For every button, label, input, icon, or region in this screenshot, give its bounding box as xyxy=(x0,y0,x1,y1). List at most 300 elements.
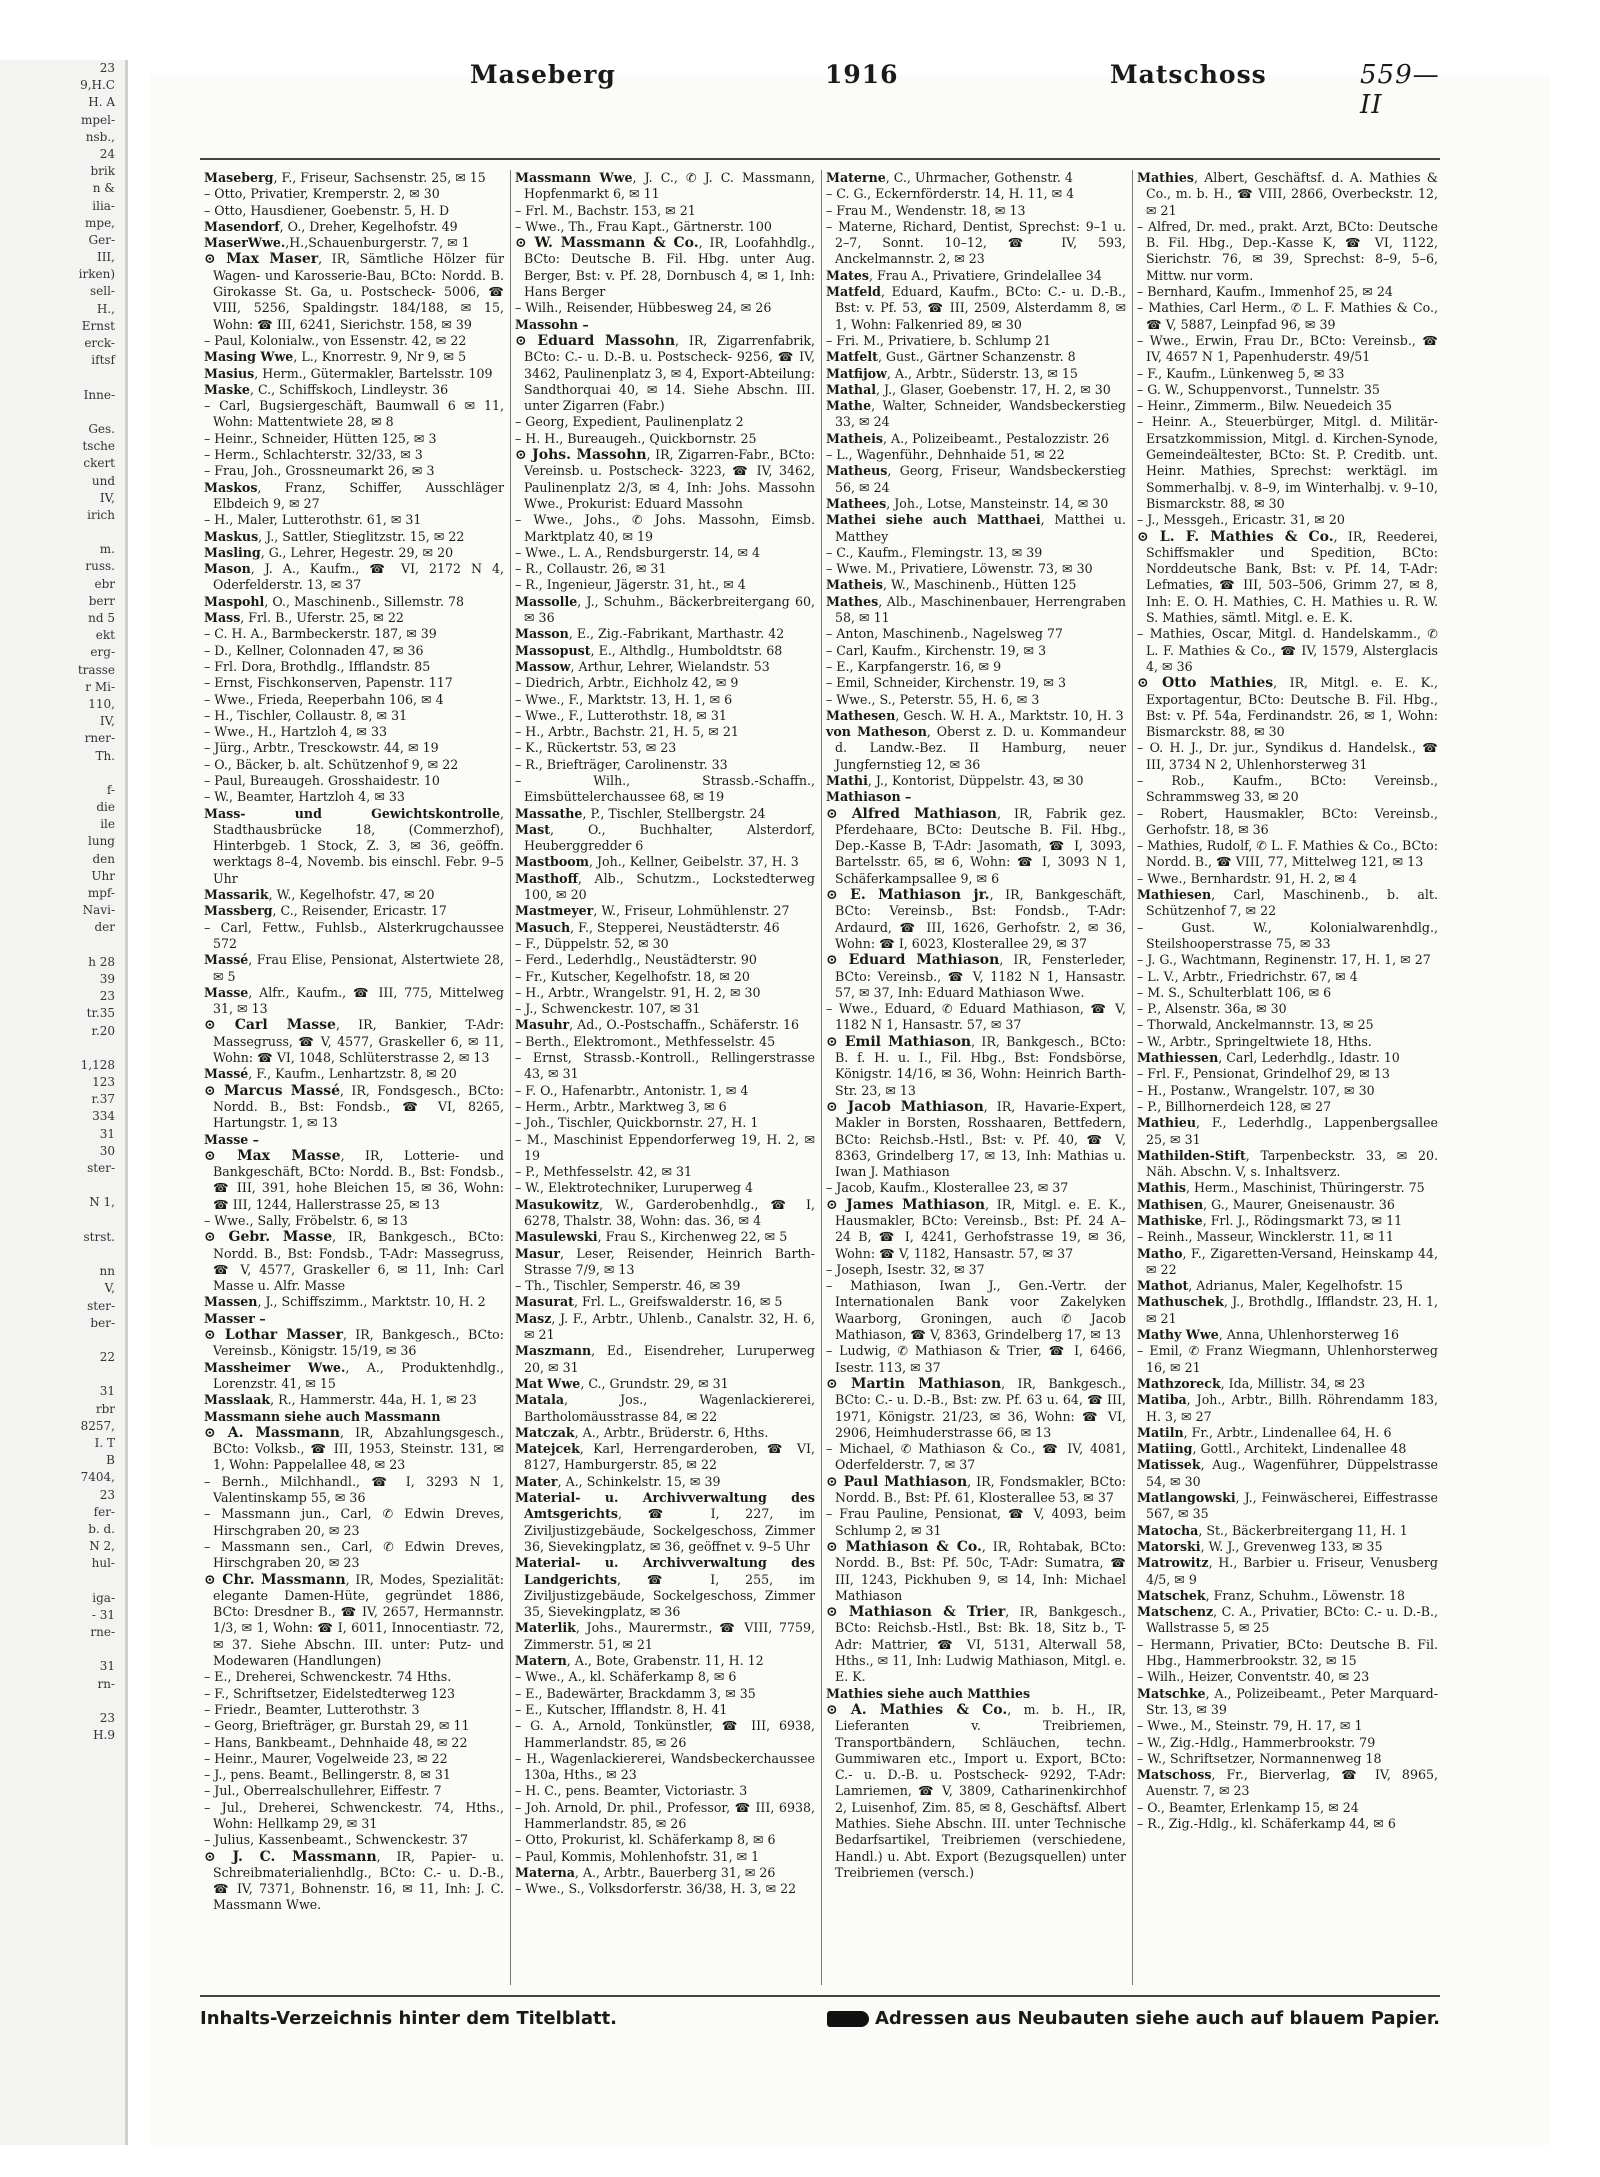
directory-entry: – Wilh., Strassb.-Schaffn., Eimsbüttelerchaussee 68, ✉ 19 xyxy=(515,772,815,805)
gutter-fragment: 8257, xyxy=(80,1418,115,1433)
gutter-fragment: rn- xyxy=(97,1676,115,1691)
directory-entry: – Carl, Fettw., Fuhlsb., Alsterkrugchaussee 572 xyxy=(204,919,504,951)
directory-entry: – J. G., Wachtmann, Reginenstr. 17, H. 1, ✉ 27 xyxy=(1137,952,1431,968)
gutter-fragment: der xyxy=(94,920,115,935)
directory-entry: ⊙ Paul Mathiason, IR, Fondsmakler, BCto: Nordd. B., Bst: Pf. 61, Klosterallee 53, ✉ 37 xyxy=(826,1473,1126,1506)
directory-entry: – Carl, Kaufm., Kirchenstr. 19, ✉ 3 xyxy=(826,642,1047,658)
directory-entry: ⊙ Max Maser, IR, Sämtliche Hölzer für Wagen- und Karosserie-Bau, BCto: Nordd. B. Girokasse St. Ga, u. Postscheck- 5006, ☎ VIII, 5256, Spaldingstr. 184/188, ✉ 15, Wohn: ☎ III, 6241, Sierichstr. 158, ✉ 39 xyxy=(204,251,504,332)
facing-page-gutter xyxy=(0,60,128,2145)
gutter-fragment: Uhr xyxy=(91,868,115,883)
directory-entry: ⊙ A. Massmann, IR, Abzahlungsgesch., BCto: Volksb., ☎ III, 1953, Steinstr. 131, ✉ 1, Wohn: Pappelallee 48, ✉ 23 xyxy=(204,1424,504,1473)
directory-entry: Mathes, Alb., Maschinenbauer, Herrengraben 58, ✉ 11 xyxy=(826,593,1126,626)
directory-entry: Masuhr, Ad., O.-Postschaffn., Schäferstr. 16 xyxy=(515,1017,800,1033)
gutter-fragment xyxy=(0,1040,125,1057)
gutter-fragment: b. d. xyxy=(88,1521,115,1536)
directory-entry: – Reinh., Masseur, Wincklerstr. 11, ✉ 11 xyxy=(1137,1229,1394,1245)
directory-entry: – P., Alsenstr. 36a, ✉ 30 xyxy=(1137,1001,1287,1017)
directory-entry: – H. C., pens. Beamter, Victoriastr. 3 xyxy=(515,1783,748,1799)
directory-entry: Masulewski, Frau S., Kirchenweg 22, ✉ 5 xyxy=(515,1229,788,1245)
directory-entry: – E., Kutscher, Ifflandstr. 8, H. 41 xyxy=(515,1701,728,1717)
gutter-fragment xyxy=(0,1212,125,1229)
directory-entry: – Th., Tischler, Semperstr. 46, ✉ 39 xyxy=(515,1278,741,1294)
directory-entry: – R., Collaustr. 26, ✉ 31 xyxy=(515,561,667,577)
directory-entry: – H., Arbtr., Wrangelstr. 91, H. 2, ✉ 30 xyxy=(515,984,761,1000)
directory-entry: – Bernhard, Kaufm., Immenhof 25, ✉ 24 xyxy=(1137,284,1393,300)
directory-entry: – Mathies, Oscar, Mitgl. d. Handelskamm., ✆ L. F. Mathies & Co., ☎ IV, 1579, Alsterglacis 4, ✉ 36 xyxy=(1137,626,1438,674)
directory-entry: – E., Dreherei, Schwenckestr. 74 Hths. xyxy=(204,1669,452,1685)
directory-entry: – Emil, Schneider, Kirchenstr. 19, ✉ 3 xyxy=(826,675,1066,691)
directory-entry: – Wwe., F., Marktstr. 13, H. 1, ✉ 6 xyxy=(515,691,733,707)
directory-entry: – Carl, Bugsiergeschäft, Baumwall 6 ✉ 11, Wohn: Mattentwiete 28, ✉ 8 xyxy=(204,398,504,430)
directory-entry: Matschek, Franz, Schuhm., Löwenstr. 18 xyxy=(1137,1587,1406,1603)
directory-entry: ⊙ Eduard Mathiason, IR, Fensterleder, BCto: Vereinsb., ☎ V, 1182 N 1, Hansastr. 57, ✉ 37, Inh: Eduard Mathiason Wwe. xyxy=(826,952,1127,1000)
gutter-fragment: ster- xyxy=(87,1161,115,1175)
gutter-fragment: rne- xyxy=(90,1625,115,1640)
directory-entry: Mathieu, F., Lederhdlg., Lappenbergsallee 25, ✉ 31 xyxy=(1137,1115,1438,1147)
gutter-fragment: 23 xyxy=(99,1711,115,1725)
directory-entry: – Frl. F., Pensionat, Grindelhof 29, ✉ 13 xyxy=(1137,1066,1390,1082)
directory-entry: Matho, F., Zigaretten-Versand, Heinskamp 44, ✉ 22 xyxy=(1137,1245,1438,1277)
directory-entry: Matlangowski, J., Feinwäscherei, Eiffestrasse 567, ✉ 35 xyxy=(1137,1490,1438,1522)
directory-entry: – Massmann sen., Carl, ✆ Edwin Dreves, Hirschgraben 20, ✉ 23 xyxy=(204,1538,504,1571)
running-head-year: 1916 xyxy=(825,60,899,89)
directory-entry: Massé, Frau Elise, Pensionat, Alstertwiete 28, ✉ 5 xyxy=(204,952,504,984)
directory-entry: – W., Beamter, Hartzloh 4, ✉ 33 xyxy=(204,789,405,805)
gutter-fragment: ile xyxy=(100,817,115,832)
gutter-fragment: irich xyxy=(87,507,115,522)
directory-entry: Masendorf, O., Dreher, Kegelhofstr. 49 xyxy=(204,218,458,234)
running-head xyxy=(200,60,1440,120)
gutter-fragment: N 2, xyxy=(89,1539,115,1554)
directory-entry: – Wwe., Erwin, Frau Dr., BCto: Vereinsb., ☎ IV, 4657 N 1, Papenhuderstr. 49/51 xyxy=(1137,332,1438,365)
gutter-fragment: rbr xyxy=(95,1401,115,1416)
directory-entry: – F. O., Hafenarbtr., Antonistr. 1, ✉ 4 xyxy=(515,1082,749,1098)
directory-columns xyxy=(200,170,1445,1985)
gutter-fragment: 22 xyxy=(99,1350,115,1365)
directory-entry: Matiba, Joh., Arbtr., Billh. Röhrendamm 183, H. 3, ✉ 27 xyxy=(1137,1392,1438,1424)
directory-entry: ⊙ J. C. Massmann, IR, Papier- u. Schreibmaterialienhdlg., BCto: C.- u. D.-B., ☎ IV, 7371, Bohnenstr. 16, ✉ 11, Inh: J. C. Massmann Wwe. xyxy=(204,1848,504,1913)
directory-entry: – Frau, Joh., Grossneumarkt 26, ✉ 3 xyxy=(204,463,435,479)
directory-entry: Masing Wwe, L., Knorrestr. 9, Nr 9, ✉ 5 xyxy=(204,349,467,365)
directory-entry: Massolle, J., Schuhm., Bäckerbreitergang 60, ✉ 36 xyxy=(515,593,815,626)
directory-entry: ⊙ Emil Mathiason, IR, Bankgesch., BCto: B. f. H. u. I., Fil. Hbg., Bst: Fondsbörse, Königstr. 14/16, ✉ 36, Wohn: Heinrich Barth-Str. 23, ✉ 13 xyxy=(826,1033,1126,1098)
gutter-fragment: Inne- xyxy=(83,387,115,402)
directory-entry: – K., Rückertstr. 53, ✉ 23 xyxy=(515,740,677,756)
directory-entry: – Berth., Elektromont., Methfesselstr. 45 xyxy=(515,1033,776,1049)
directory-entry: Matiln, Fr., Arbtr., Lindenallee 64, H. 6 xyxy=(1137,1424,1392,1440)
directory-entry: – Mathies, Carl Herm., ✆ L. F. Mathies & Co., ☎ V, 5887, Leinpfad 96, ✉ 39 xyxy=(1137,300,1438,332)
directory-entry: Mathuschek, J., Brothdlg., Ifflandstr. 23, H. 1, ✉ 21 xyxy=(1137,1294,1438,1326)
directory-entry: – Frl. Dora, Brothdlg., Ifflandstr. 85 xyxy=(204,658,431,674)
gutter-fragment: ekt xyxy=(95,628,115,643)
directory-entry: Mathzoreck, Ida, Millistr. 34, ✉ 23 xyxy=(1137,1375,1366,1391)
gutter-fragment: r.37 xyxy=(91,1092,115,1107)
directory-entry: – W., Elektrotechniker, Luruperweg 4 xyxy=(515,1180,754,1196)
directory-entry: – Wwe., L. A., Rendsburgerstr. 14, ✉ 4 xyxy=(515,544,761,560)
directory-entry: Matschoss, Fr., Bierverlag, ☎ IV, 8965, Auenstr. 7, ✉ 23 xyxy=(1137,1767,1438,1799)
directory-entry: – P., Billhornerdeich 128, ✉ 27 xyxy=(1137,1098,1332,1114)
directory-entry: – Fr., Kutscher, Kegelhofstr. 18, ✉ 20 xyxy=(515,968,750,984)
directory-entry: Matorski, W. J., Grevenweg 133, ✉ 35 xyxy=(1137,1538,1383,1554)
page-number: 559—II xyxy=(1360,60,1440,120)
directory-entry: – O. H. J., Dr. jur., Syndikus d. Handelsk., ☎ III, 3734 N 2, Uhlenhorsterweg 31 xyxy=(1137,740,1438,772)
directory-entry: – L. V., Arbtr., Friedrichstr. 67, ✉ 4 xyxy=(1137,968,1358,984)
directory-entry: ⊙ Mathiason & Trier, IR, Bankgesch., BCto: Reichsb.-Hstl., Bst: Bk. 18, Sitz b., T-Adr: Mattrier, ☎ VI, 5131, Alterwall 58, Hths., ✉ 11, Inh: Ludwig Mathiason, Mitgl. e. E. K. xyxy=(826,1604,1127,1685)
footer-rule xyxy=(200,1995,1440,1997)
directory-entry: Maske, C., Schiffskoch, Lindleystr. 36 xyxy=(204,381,449,397)
directory-entry: Masslaak, R., Hammerstr. 44a, H. 1, ✉ 23 xyxy=(204,1392,477,1408)
gutter-fragment: irken) xyxy=(78,267,115,282)
directory-entry: – W., Zig.-Hdlg., Hammerbrookstr. 79 xyxy=(1137,1734,1376,1750)
directory-entry: – Wwe., A., kl. Schäferkamp 8, ✉ 6 xyxy=(515,1669,737,1685)
directory-entry: – Herm., Arbtr., Marktweg 3, ✉ 6 xyxy=(515,1098,727,1114)
directory-entry: ⊙ Lothar Masser, IR, Bankgesch., BCto: Vereinsb., Königstr. 15/19, ✉ 36 xyxy=(204,1327,504,1359)
directory-entry: Mathal, J., Glaser, Goebenstr. 17, H. 2, ✉ 30 xyxy=(826,381,1111,397)
directory-entry: Material- u. Archivverwaltung des Amtsgerichts, ☎ I, 227, im Ziviljustizgebäude, Sockelgeschoss, Zimmer 36, Sievekingplatz, ✉ 36, geöffnet v. 9–5 Uhr xyxy=(515,1490,815,1554)
directory-entry: – Ernst, Strassb.-Kontroll., Rellingerstrasse 43, ✉ 31 xyxy=(515,1050,815,1082)
gutter-fragment xyxy=(0,765,125,782)
directory-entry: Mathi, J., Kontorist, Düppelstr. 43, ✉ 30 xyxy=(826,772,1084,788)
directory-entry: – E., Badewärter, Brackdamm 3, ✉ 35 xyxy=(515,1685,756,1701)
gutter-fragment: 1,128 xyxy=(80,1057,115,1072)
directory-entry: – Diedrich, Arbtr., Eichholz 42, ✉ 9 xyxy=(515,675,739,691)
directory-entry: ⊙ Jacob Mathiason, IR, Havarie-Expert, Makler in Borsten, Rosshaaren, Bettfedern, BCto: Reichsb.-Hstl., Bst: v. Pf. 40, ☎ V, 8363, Grindelberg 17, ✉ 13, Inh: Mathias u. Iwan J. Mathiason xyxy=(826,1098,1126,1180)
directory-entry: Mater, A., Schinkelstr. 15, ✉ 39 xyxy=(515,1473,721,1489)
directory-entry: – R., Zig.-Hdlg., kl. Schäferkamp 44, ✉ 6 xyxy=(1137,1815,1396,1831)
directory-entry: Mastboom, Joh., Kellner, Geibelstr. 37, H. 3 xyxy=(515,854,799,870)
directory-entry: Matschke, A., Polizeibeamt., Peter Marquard-Str. 13, ✉ 39 xyxy=(1137,1685,1438,1717)
gutter-fragment xyxy=(0,1177,125,1194)
gutter-fragment: 30 xyxy=(99,1143,115,1158)
directory-entry: ⊙ Marcus Massé, IR, Fondsgesch., BCto: Nordd. B., Bst: Fondsb., ☎ VI, 8265, Hartungstr. 1, ✉ 13 xyxy=(204,1082,505,1131)
directory-entry: ⊙ Martin Mathiason, IR, Bankgesch., BCto: C.- u. D.-B., Bst: zw. Pf. 63 u. 64, ☎ III, 1971, Königstr. 21/23, ✉ 36, Wohn: ☎ VI, 2906, Heimhuderstrasse 66, ✉ 13 xyxy=(826,1375,1127,1440)
directory-entry: – F., Düppelstr. 52, ✉ 30 xyxy=(515,935,669,951)
gutter-fragment xyxy=(0,404,125,421)
directory-entry: – Heinr., Schneider, Hütten 125, ✉ 3 xyxy=(204,430,437,446)
directory-entry: Matczak, A., Arbtr., Brüderstr. 6, Hths. xyxy=(515,1424,769,1440)
directory-entry: Massow, Arthur, Lehrer, Wielandstr. 53 xyxy=(515,658,770,674)
directory-entry: – H., Arbtr., Bachstr. 21, H. 5, ✉ 21 xyxy=(515,724,739,740)
directory-entry: – Jacob, Kaufm., Klosterallee 23, ✉ 37 xyxy=(826,1180,1069,1196)
directory-entry: Masser – xyxy=(204,1310,266,1326)
directory-entry: – Wilh., Reisender, Hübbesweg 24, ✉ 26 xyxy=(515,300,772,316)
directory-entry: – H. H., Bureaugeh., Quickbornstr. 25 xyxy=(515,430,757,446)
directory-entry: – C. G., Eckernförderstr. 14, H. 11, ✉ 4 xyxy=(826,186,1075,202)
gutter-fragment: 31 xyxy=(99,1126,115,1141)
directory-entry: Mathees, Joh., Lotse, Mansteinstr. 14, ✉ 30 xyxy=(826,495,1109,511)
directory-entry: Matschenz, C. A., Privatier, BCto: C.- u. D.-B., Wallstrasse 5, ✉ 25 xyxy=(1137,1604,1438,1636)
gutter-fragment: m. xyxy=(99,542,115,557)
directory-entry: Massheimer Wwe., A., Produktenhdlg., Lorenzstr. 41, ✉ 15 xyxy=(204,1359,504,1391)
directory-entry: Matern, A., Bote, Grabenstr. 11, H. 12 xyxy=(515,1653,764,1669)
directory-entry: – H., Maler, Lutterothstr. 61, ✉ 31 xyxy=(204,512,422,528)
directory-entry: – Frl. M., Bachstr. 153, ✉ 21 xyxy=(515,202,696,218)
gutter-fragment: B xyxy=(106,1453,115,1468)
gutter-fragment: n & xyxy=(92,181,115,196)
directory-entry: – Joh. Arnold, Dr. phil., Professor, ☎ III, 6938, Hammerlandstr. 85, ✉ 26 xyxy=(515,1799,815,1831)
directory-entry: ⊙ E. Mathiason jr., IR, Bankgeschäft, BCto: Vereinsb., Bst: Fondsb., T-Adr: Ardaurd, ☎ III, 1626, Gerhofstr. 2, ✉ 36, Wohn: ☎ I, 6023, Klosterallee 29, ✉ 37 xyxy=(826,887,1126,951)
directory-entry: Mathilden-Stift, Tarpenbeckstr. 33, ✉ 20. Näh. Abschn. V, s. Inhaltsverz. xyxy=(1137,1147,1438,1180)
directory-entry: – Julius, Kassenbeamt., Schwenckestr. 37 xyxy=(204,1832,469,1848)
gutter-fragment: H.9 xyxy=(93,1728,115,1743)
gutter-fragment: rner- xyxy=(84,731,115,746)
directory-entry: Massohn – xyxy=(515,316,589,332)
directory-entry: – M. S., Schulterblatt 106, ✉ 6 xyxy=(1137,984,1332,1000)
gutter-fragment: 31 xyxy=(99,1659,115,1674)
directory-entry: Mathiessen, Carl, Lederhdlg., Idastr. 10 xyxy=(1137,1050,1400,1066)
directory-entry: – O., Bäcker, b. alt. Schützenhof 9, ✉ 22 xyxy=(204,756,459,772)
directory-entry: – Robert, Hausmakler, BCto: Vereinsb., Gerhofstr. 18, ✉ 36 xyxy=(1137,805,1438,837)
directory-entry: – F., Kaufm., Lünkenweg 5, ✉ 33 xyxy=(1137,365,1345,381)
directory-entry: – Otto, Privatier, Kremperstr. 2, ✉ 30 xyxy=(204,186,440,202)
gutter-fragment: nd 5 xyxy=(88,611,115,625)
gutter-fragment: Ges. xyxy=(88,421,115,436)
directory-entry: ⊙ Carl Masse, IR, Bankier, T-Adr: Massegruss, ☎ V, 4577, Graskeller 6, ✉ 11, Wohn: ☎ VI, 1048, Schlüterstrasse 2, ✉ 13 xyxy=(204,1017,504,1066)
directory-entry: – L., Wagenführ., Dehnhaide 51, ✉ 22 xyxy=(826,447,1065,463)
directory-entry: Matfijow, A., Arbtr., Süderstr. 13, ✉ 15 xyxy=(826,365,1078,381)
directory-entry: Massarik, W., Kegelhofstr. 47, ✉ 20 xyxy=(204,887,435,903)
gutter-fragment: IV, xyxy=(99,490,115,505)
directory-entry: – Joseph, Isestr. 32, ✉ 37 xyxy=(826,1261,985,1277)
directory-entry: Mathe, Walter, Schneider, Wandsbeckerstieg 33, ✉ 24 xyxy=(826,398,1126,430)
gutter-fragment: 123 xyxy=(92,1075,115,1090)
directory-entry: – Paul, Kolonialw., von Essenstr. 42, ✉ 22 xyxy=(204,332,467,348)
directory-entry: Maseberg, F., Friseur, Sachsenstr. 25, ✉ 15 xyxy=(204,170,486,185)
directory-entry: Mates, Frau A., Privatiere, Grindelallee 34 xyxy=(826,267,1102,283)
directory-entry: Mathiske, Frl. J., Rödingsmarkt 73, ✉ 11 xyxy=(1137,1213,1403,1228)
footer xyxy=(200,2003,1440,2033)
directory-entry: Masur, Leser, Reisender, Heinrich Barth-Strasse 7/9, ✉ 13 xyxy=(515,1245,815,1277)
pointing-hand-icon xyxy=(827,2011,869,2027)
directory-entry: Matrowitz, H., Barbier u. Friseur, Venusberg 4/5, ✉ 9 xyxy=(1137,1555,1438,1587)
directory-entry: ⊙ W. Massmann & Co., IR, Loofahhdlg., BCto: Deutsche B. Fil. Hbg. unter Aug. Berger, Bst: v. Pf. 28, Dornbusch 4, ✉ 1, Inh: Hans Berger xyxy=(515,235,815,300)
directory-entry: – Heinr., Zimmerm., Bilw. Neuedeich 35 xyxy=(1137,398,1392,414)
gutter-fragment: 7404, xyxy=(80,1470,115,1485)
directory-entry: Matheis, A., Polizeibeamt., Pestalozzistr. 26 xyxy=(826,430,1110,446)
directory-entry: ⊙ Max Masse, IR, Lotterie- und Bankgeschäft, BCto: Nordd. B., Bst: Fondsb., ☎ III, 391, hohe Bleichen 15, ✉ 36, Wohn: ☎ III, 1244, Hallerstrasse 25, ✉ 13 xyxy=(204,1147,504,1212)
directory-entry: – F., Schriftsetzer, Eidelstedterweg 123 xyxy=(204,1685,456,1701)
directory-entry: – Anton, Maschinenb., Nagelsweg 77 xyxy=(826,626,1063,642)
directory-entry: Masse, Alfr., Kaufm., ☎ III, 775, Mittelweg 31, ✉ 13 xyxy=(204,984,504,1017)
directory-entry: – G. W., Schuppenvorst., Tunnelstr. 35 xyxy=(1137,381,1380,397)
gutter-fragment xyxy=(0,1246,125,1263)
gutter-fragment: iftsf xyxy=(91,353,115,368)
directory-entry: – Jul., Oberrealschullehrer, Eiffestr. 7 xyxy=(204,1783,442,1799)
directory-entry: – G. A., Arnold, Tonkünstler, ☎ III, 6938, Hammerlandstr. 85, ✉ 26 xyxy=(515,1718,815,1750)
directory-entry: – Georg, Expedient, Paulinenplatz 2 xyxy=(515,414,744,430)
directory-entry: – Mathies, Rudolf, ✆ L. F. Mathies & Co., BCto: Nordd. B., ☎ VIII, 77, Mittelweg 121, ✉ 13 xyxy=(1137,838,1438,870)
directory-entry: Mast, O., Buchhalter, Alsterdorf, Heuberggredder 6 xyxy=(515,821,815,854)
running-head-first-name: Maseberg xyxy=(470,60,616,89)
directory-entry: Materna, A., Arbtr., Bauerberg 31, ✉ 26 xyxy=(515,1864,776,1880)
directory-entry: Mathei siehe auch Matthaei, Matthei u. Matthey xyxy=(826,512,1126,544)
footer-new-buildings-text: Adressen aus Neubauten siehe auch auf blauem Papier. xyxy=(874,2007,1440,2029)
directory-entry: Matfelt, Gust., Gärtner Schanzenstr. 8 xyxy=(826,349,1076,365)
gutter-fragment: III, xyxy=(96,250,115,265)
directory-entry: Massé, F., Kaufm., Lenhartzstr. 8, ✉ 20 xyxy=(204,1066,457,1082)
directory-entry: – Alfred, Dr. med., prakt. Arzt, BCto: Deutsche B. Fil. Hbg., Dep.-Kasse K, ☎ VI, 1122, Sierichstr. 76, ✉ 39, Sprechst: 8–9, 5–6, Mittw. nur vorm. xyxy=(1137,218,1438,283)
directory-entry: – Rob., Kaufm., BCto: Vereinsb., Schrammsweg 33, ✉ 20 xyxy=(1137,772,1438,805)
directory-entry: – R., Briefträger, Carolinenstr. 33 xyxy=(515,756,728,772)
column-3 xyxy=(822,170,1133,1985)
directory-entry: Maszmann, Ed., Eisendreher, Luruperweg 20, ✉ 31 xyxy=(515,1343,815,1375)
directory-entry: Material- u. Archivverwaltung des Landgerichts, ☎ I, 255, im Ziviljustizgebäude, Sockelgeschoss, Zimmer 35, Sievekingplatz, ✉ 36 xyxy=(515,1555,815,1620)
directory-entry: Materlik, Johs., Maurermstr., ☎ VIII, 7759, Zimmerstr. 51, ✉ 21 xyxy=(515,1620,815,1652)
gutter-fragment: 31 xyxy=(99,1384,115,1399)
directory-entry: von Matheson, Oberst z. D. u. Kommandeur d. Landw.-Bez. II Hamburg, neuer Jungfernstieg 12, ✉ 36 xyxy=(826,724,1126,772)
directory-entry: – Herm., Schlachterstr. 32/33, ✉ 3 xyxy=(204,447,423,463)
directory-entry: – Ludwig, ✆ Mathiason & Trier, ☎ I, 6466, Isestr. 113, ✉ 37 xyxy=(826,1343,1126,1375)
directory-entry: – Wwe., Frieda, Reeperbahn 106, ✉ 4 xyxy=(204,691,444,707)
directory-entry: – Wwe., S., Volksdorferstr. 36/38, H. 3, ✉ 22 xyxy=(515,1881,797,1897)
gutter-fragment: lung xyxy=(88,834,115,849)
directory-entry: – Mathiason, Iwan J., Gen.-Vertr. der Internationalen Bank voor Zakelyken Waarborg, Groningen, auch ✆ Jacob Mathiason, ☎ V, 8363, Grindelberg 17, ✉ 13 xyxy=(826,1278,1126,1343)
gutter-fragment: tsche xyxy=(82,439,115,454)
directory-entry: – C. H. A., Barmbeckerstr. 187, ✉ 39 xyxy=(204,626,437,642)
directory-entry: ⊙ Alfred Mathiason, IR, Fabrik gez. Pferdehaare, BCto: Deutsche B. Fil. Hbg., Dep.-Kasse B, T-Adr: Jasomath, ☎ I, 3093, Bartelsstr. 65, ✉ 6, Wohn: ☎ I, 3093 N 1, Schäferkampsallee 9, ✉ 6 xyxy=(826,805,1126,886)
directory-entry: Mathy Wwe, Anna, Uhlenhorsterweg 16 xyxy=(1137,1327,1399,1343)
gutter-fragment: Ger- xyxy=(88,232,115,247)
gutter-fragment: 24 xyxy=(99,146,115,161)
directory-entry: – R., Ingenieur, Jägerstr. 31, ht., ✉ 4 xyxy=(515,577,746,593)
directory-entry: – Wwe., S., Peterstr. 55, H. 6, ✉ 3 xyxy=(826,691,1040,707)
directory-entry: – Hans, Bankbeamt., Dehnhaide 48, ✉ 22 xyxy=(204,1734,468,1750)
running-head-last-name: Matschoss xyxy=(1110,60,1267,89)
header-rule xyxy=(200,158,1440,160)
directory-entry: – Friedr., Beamter, Lutterothstr. 3 xyxy=(204,1701,420,1717)
gutter-fragment: russ. xyxy=(85,559,115,574)
gutter-fragment: sell- xyxy=(90,284,115,299)
gutter-fragment: H. A xyxy=(88,95,115,110)
gutter-fragment: h 28 xyxy=(88,954,115,969)
gutter-fragment: 39 xyxy=(99,971,115,986)
directory-entry: Matejcek, Karl, Herrengarderoben, ☎ VI, 8127, Hamburgerstr. 85, ✉ 22 xyxy=(515,1441,815,1473)
gutter-fragment xyxy=(0,1366,125,1383)
directory-entry: – Wwe., Bernhardstr. 91, H. 2, ✉ 4 xyxy=(1137,870,1357,886)
directory-entry: Mathot, Adrianus, Maler, Kegelhofstr. 15 xyxy=(1137,1278,1403,1294)
directory-entry: – J., Schwenckestr. 107, ✉ 31 xyxy=(515,1001,701,1017)
gutter-fragment: den xyxy=(92,851,115,866)
directory-entry: – Wwe. M., Privatiere, Löwenstr. 73, ✉ 30 xyxy=(826,561,1093,577)
directory-entry: – H., Postanw., Wrangelstr. 107, ✉ 30 xyxy=(1137,1082,1375,1098)
gutter-fragment: hul- xyxy=(91,1556,115,1571)
directory-entry: Mastmeyer, W., Friseur, Lohmühlenstr. 27 xyxy=(515,903,790,919)
directory-entry: Mathiason – xyxy=(826,789,912,805)
directory-entry: – H., Wagenlackiererei, Wandsbeckerchaussee 130a, Hths., ✉ 23 xyxy=(515,1750,815,1783)
directory-entry: Masthoff, Alb., Schutzm., Lockstedterweg 100, ✉ 20 xyxy=(515,870,815,903)
directory-entry: – Wwe., Eduard, ✆ Eduard Mathiason, ☎ V, 1182 N 1, Hansastr. 57, ✉ 37 xyxy=(826,1001,1126,1033)
directory-entry: – Georg, Briefträger, gr. Burstah 29, ✉ 11 xyxy=(204,1718,470,1734)
directory-entry: ⊙ Gebr. Masse, IR, Bankgesch., BCto: Nordd. B., Bst: Fondsb., T-Adr: Massegruss, ☎ V, 4577, Graskeller 6, ✉ 11, Inh: Carl Masse u. Alfr. Masse xyxy=(204,1229,505,1294)
directory-entry: Masz, J. F., Arbtr., Uhlenb., Canalstr. 32, H. 6, ✉ 21 xyxy=(515,1310,815,1343)
directory-entry: ⊙ Eduard Massohn, IR, Zigarrenfabrik, BCto: C.- u. D.-B. u. Postscheck- 9256, ☎ IV, 3462, Paulinenplatz 3, ✉ 4, Export-Abteilung: Sandthorquai 40, ✉ 14. Siehe Abschn. III. unter Zigarren (Fabr.) xyxy=(515,332,815,414)
gutter-fragment xyxy=(0,1641,125,1658)
directory-entry: ⊙ Otto Mathies, IR, Mitgl. e. E. K., Exportagentur, BCto: Deutsche B. Fil. Hbg., Bst: v. Pf. 54a, Ferdinandstr. 26, ✉ 1, Wohn: Bismarckstr. 88, ✉ 30 xyxy=(1137,675,1438,740)
gutter-fragment: mpel- xyxy=(80,112,115,127)
directory-entry: Mathies, Albert, Geschäftsf. d. A. Mathies & Co., m. b. H., ☎ VIII, 2866, Overbeckstr. 12, ✉ 21 xyxy=(1137,170,1438,218)
gutter-fragment: strst. xyxy=(83,1229,115,1244)
directory-entry: Massberg, C., Reisender, Ericastr. 17 xyxy=(204,903,447,919)
gutter-fragment: ckert xyxy=(83,456,115,471)
directory-entry: – Wilh., Heizer, Conventstr. 40, ✉ 23 xyxy=(1137,1669,1370,1685)
directory-entry: – J., Messgeh., Ericastr. 31, ✉ 20 xyxy=(1137,512,1345,528)
gutter-fragment: 110, xyxy=(88,696,115,711)
gutter-fragment: ebr xyxy=(94,576,115,591)
directory-entry: – Ferd., Lederhdlg., Neustädterstr. 90 xyxy=(515,952,757,968)
directory-entry: ⊙ Johs. Massohn, IR, Zigarren-Fabr., BCto: Vereinsb. u. Postscheck- 3223, ☎ IV, 3462, Paulinenplatz 2/3, ✉ 4, Inh: Johs. Massohn Wwe., Prokurist: Eduard Massohn xyxy=(515,447,815,511)
gutter-fragment: IV, xyxy=(99,714,115,729)
gutter-fragment xyxy=(0,524,125,541)
footer-new-buildings-note xyxy=(821,2008,1440,2029)
directory-entry: Mathiesen, Carl, Maschinenb., b. alt. Schützenhof 7, ✉ 22 xyxy=(1137,887,1438,919)
gutter-fragment: mpe, xyxy=(85,215,115,230)
directory-entry: Masling, G., Lehrer, Hegestr. 29, ✉ 20 xyxy=(204,544,454,560)
gutter-fragment xyxy=(0,1693,125,1710)
directory-entry: Mason, J. A., Kaufm., ☎ VI, 2172 N 4, Oderfelderstr. 13, ✉ 37 xyxy=(204,561,504,593)
directory-entry: – Wwe., Johs., ✆ Johs. Massohn, Eimsb. Marktplatz 40, ✉ 19 xyxy=(515,512,815,544)
gutter-fragment xyxy=(0,937,125,954)
directory-entry: – E., Karpfangerstr. 16, ✉ 9 xyxy=(826,658,1002,674)
gutter-fragment: ber- xyxy=(90,1315,115,1330)
gutter-fragment xyxy=(0,1332,125,1349)
gutter-fragment: trasse xyxy=(77,662,115,677)
directory-entry: Masuch, F., Stepperei, Neustädterstr. 46 xyxy=(515,919,780,935)
directory-entry: Matissek, Aug., Wagenführer, Düppelstrasse 54, ✉ 30 xyxy=(1137,1457,1438,1489)
gutter-fragment: mpf- xyxy=(87,886,115,900)
gutter-fragment: H., xyxy=(96,301,115,316)
directory-entry: – W., Schriftsetzer, Normannenweg 18 xyxy=(1137,1750,1382,1766)
gutter-fragment: erck- xyxy=(84,336,115,350)
directory-entry: – Wwe., Sally, Fröbelstr. 6, ✉ 13 xyxy=(204,1213,408,1228)
gutter-fragment: die xyxy=(96,800,115,815)
directory-entry: – Materne, Richard, Dentist, Sprechst: 9–1 u. 2–7, Sonnt. 10–12, ☎ IV, 593, Anckelmannstr. 2, ✉ 23 xyxy=(826,218,1126,267)
directory-entry: – Michael, ✆ Mathiason & Co., ☎ IV, 4081, Oderfelderstr. 7, ✉ 37 xyxy=(826,1441,1126,1473)
gutter-fragment: 23 xyxy=(99,989,115,1004)
gutter-fragment: N 1, xyxy=(89,1195,115,1210)
directory-entry: ⊙ A. Mathies & Co., m. b. H., IR, Lieferanten v. Treibriemen, Transportbändern, Schläuchen, techn. Gummiwaren etc., Import u. Export, BCto: C.- u. D.-B. u. Postscheck- 9292, T-Adr: Lamriemen, ☎ V, 3809, Catharinenkirchhof 2, Luisenhof, Zim. 85, ✉ 8, Geschäftsf. Albert Mathies. Siehe Abschn. III. unter Technische Bedarfsartikel, Treibriemen (verschiedene, Handl.) u. Abt. Export (Bezugsquellen) unter Treibriemen (versch.) xyxy=(826,1701,1126,1880)
directory-entry: Mat Wwe, C., Grundstr. 29, ✉ 31 xyxy=(515,1375,729,1391)
directory-entry: Matiing, Gottl., Architekt, Lindenallee 48 xyxy=(1137,1441,1407,1457)
gutter-fragment: Navi- xyxy=(82,903,115,918)
directory-entry: Mathisen, G., Maurer, Gneisenaustr. 36 xyxy=(1137,1196,1395,1212)
directory-entry: – Ernst, Fischkonserven, Papenstr. 117 xyxy=(204,675,453,691)
gutter-fragment: tr.35 xyxy=(86,1006,115,1021)
directory-entry: – Paul, Kommis, Mohlenhofstr. 31, ✉ 1 xyxy=(515,1848,760,1864)
directory-entry: Maskus, J., Sattler, Stieglitzstr. 15, ✉ 22 xyxy=(204,528,465,544)
directory-entry: MaserWwe.,H.,Schauenburgerstr. 7, ✉ 1 xyxy=(204,235,470,251)
directory-entry: – Wwe., Th., Frau Kapt., Gärtnerstr. 100 xyxy=(515,218,772,234)
gutter-fragment: r.20 xyxy=(91,1023,115,1038)
gutter-fragment: I. T xyxy=(94,1436,115,1450)
directory-entry: – Heinr., Maurer, Vogelweide 23, ✉ 22 xyxy=(204,1750,448,1766)
directory-entry: – Gust. W., Kolonialwarenhdlg., Steilshooperstrasse 75, ✉ 33 xyxy=(1137,919,1438,951)
directory-entry: – D., Kellner, Colonnaden 47, ✉ 36 xyxy=(204,642,424,658)
directory-entry: – Wwe., M., Steinstr. 79, H. 17, ✉ 1 xyxy=(1137,1718,1363,1734)
gutter-fragment: - 31 xyxy=(91,1607,115,1622)
directory-entry: Maspohl, O., Maschinenb., Sillemstr. 78 xyxy=(204,593,465,609)
directory-entry: – Jürg., Arbtr., Tresckowstr. 44, ✉ 19 xyxy=(204,740,439,756)
gutter-fragment: erg- xyxy=(90,645,115,660)
directory-entry: – J., pens. Beamt., Bellingerstr. 8, ✉ 31 xyxy=(204,1767,451,1783)
directory-entry: Mathis, Herm., Maschinist, Thüringerstr. 75 xyxy=(1137,1180,1425,1196)
directory-entry: ⊙ James Mathiason, IR, Mitgl. e. E. K., Hausmakler, BCto: Vereinsb., Bst: Pf. 24 A–24 B, ☎ I, 4241, Gerhofstrasse 19, ✉ 36, Wohn: ☎ V, 1182, Hansastr. 57, ✉ 37 xyxy=(826,1196,1126,1261)
directory-entry: – Paul, Bureaugeh. Grosshaidestr. 10 xyxy=(204,772,440,788)
gutter-fragment: iga- xyxy=(92,1590,115,1605)
directory-entry: – Otto, Hausdiener, Goebenstr. 5, H. D xyxy=(204,202,450,218)
gutter-fragment: 23 xyxy=(99,61,115,75)
directory-entry: Matfeld, Eduard, Kaufm., BCto: C.- u. D.-B., Bst: v. Pf. 53, ☎ III, 2509, Alsterdamm 8, ✉ 1, Wohn: Falkenried 89, ✉ 30 xyxy=(826,284,1126,332)
directory-entry: – H., Tischler, Collaustr. 8, ✉ 31 xyxy=(204,707,408,723)
